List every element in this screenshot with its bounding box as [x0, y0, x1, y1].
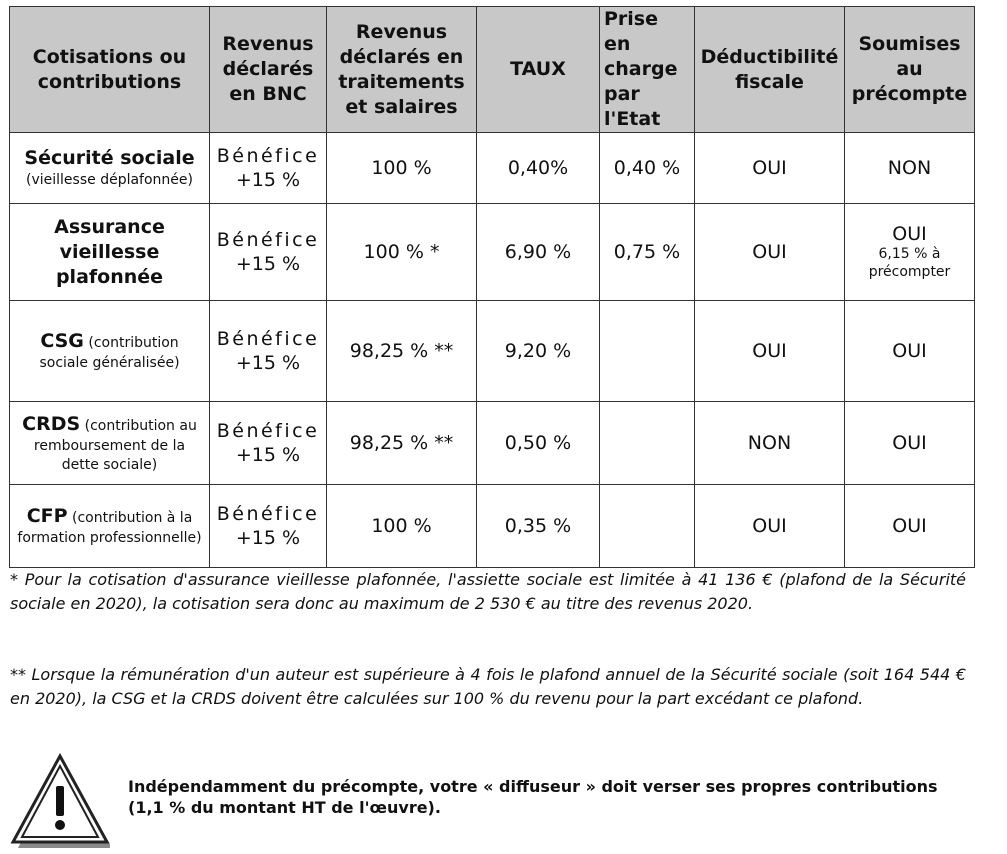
contribution-detail: (contribution au remboursement de la dette sociale) [33, 417, 197, 473]
bnc-line-1: Bénéfice [216, 420, 320, 442]
precompte-value: OUI [892, 432, 927, 454]
bnc-line-2: +15 % [235, 352, 301, 374]
contribution-detail: (contribution à la formation professionnelle) [17, 510, 202, 546]
contribution-name: CSG [40, 330, 84, 352]
table-row [10, 485, 975, 568]
bnc-cell [210, 402, 327, 485]
etat-cell [600, 301, 695, 402]
contribution-detail: (contribution sociale généralisée) [39, 335, 180, 371]
header-prise-en-charge: Prise en charge par l'Etat [600, 7, 695, 133]
table-header-row [10, 7, 975, 133]
precompte-value: NON [887, 157, 932, 179]
taux-cell: 9,20 % [477, 301, 600, 402]
warning-triangle-icon [10, 752, 110, 852]
taux-cell: 0,40% [477, 133, 600, 204]
table-row [10, 402, 975, 485]
contribution-name: Assurance vieillesse plafonnée [54, 215, 165, 288]
precompte-value: OUI [892, 340, 927, 362]
contribution-name: CFP [26, 505, 68, 527]
salaires-cell: 100 % * [327, 204, 477, 301]
header-deductibilite: Déductibilité fiscale [695, 7, 845, 133]
bnc-cell [210, 204, 327, 301]
deductibilite-cell: OUI [695, 204, 845, 301]
bnc-cell [210, 301, 327, 402]
bnc-cell [210, 485, 327, 568]
contribution-detail: (vieillesse déplafonnée) [26, 172, 193, 188]
header-taux: TAUX [477, 7, 600, 133]
deductibilite-cell: OUI [695, 485, 845, 568]
header-precompte: Soumises au précompte [845, 7, 975, 133]
row-label-cell [10, 485, 210, 568]
bnc-line-1: Bénéfice [216, 503, 320, 525]
row-label-cell [10, 402, 210, 485]
taux-cell: 0,35 % [477, 485, 600, 568]
bnc-line-2: +15 % [235, 527, 301, 549]
precompte-cell [845, 485, 975, 568]
bnc-line-1: Bénéfice [216, 145, 320, 167]
row-label-cell [10, 133, 210, 204]
salaires-cell: 100 % [327, 485, 477, 568]
bnc-line-1: Bénéfice [216, 328, 320, 350]
taux-cell: 0,50 % [477, 402, 600, 485]
deductibilite-cell: OUI [695, 133, 845, 204]
header-revenus-salaires: Revenus déclarés en traitements et salaires [327, 7, 477, 133]
header-cotisations: Cotisations ou contributions [10, 7, 210, 133]
footnote-single-star: * Pour la cotisation d'assurance vieillesse plafonnée, l'assiette sociale est limitée à 41 136 € (plafond de la Sécurité sociale en 2020), la cotisation sera donc au maximum de 2 530 € au titre des revenus 2020. [10, 570, 966, 613]
etat-cell: 0,75 % [600, 204, 695, 301]
bnc-line-1: Bénéfice [216, 229, 320, 251]
bnc-line-2: +15 % [235, 169, 301, 191]
table-row [10, 301, 975, 402]
bnc-line-2: +15 % [235, 444, 301, 466]
contribution-name: CRDS [22, 412, 81, 435]
row-label-cell [10, 204, 210, 301]
salaires-cell: 98,25 % ** [327, 402, 477, 485]
cut-off-title [468, 0, 518, 4]
taux-cell: 6,90 % [477, 204, 600, 301]
table-row [10, 204, 975, 301]
header-revenus-bnc: Revenus déclarés en BNC [210, 7, 327, 133]
warning-box [10, 752, 970, 852]
etat-cell [600, 402, 695, 485]
row-label-cell [10, 301, 210, 402]
precompte-cell [845, 204, 975, 301]
precompte-cell [845, 402, 975, 485]
bnc-line-2: +15 % [235, 253, 301, 275]
contribution-name: Sécurité sociale [24, 147, 195, 169]
precompte-value: OUI [892, 223, 927, 245]
precompte-value: OUI [892, 515, 927, 537]
precompte-cell [845, 133, 975, 204]
footnote-double-star: ** Lorsque la rémunération d'un auteur est supérieure à 4 fois le plafond annuel de la Sécurité sociale (soit 164 544 € en 2020), la CSG et la CRDS doivent être calculées sur 100 % du revenu pour la part excédant ce plafond. [10, 665, 966, 708]
etat-cell: 0,40 % [600, 133, 695, 204]
contributions-table [9, 6, 975, 568]
table-row [10, 133, 975, 204]
deductibilite-cell: NON [695, 402, 845, 485]
warning-text: Indépendamment du précompte, votre « diffuseur » doit verser ses propres contributions (1,1 % du montant HT de l'œuvre). [128, 777, 938, 817]
precompte-note: 6,15 % à précompter [868, 246, 951, 280]
salaires-cell: 98,25 % ** [327, 301, 477, 402]
precompte-cell [845, 301, 975, 402]
deductibilite-cell: OUI [695, 301, 845, 402]
etat-cell [600, 485, 695, 568]
salaires-cell: 100 % [327, 133, 477, 204]
bnc-cell [210, 133, 327, 204]
